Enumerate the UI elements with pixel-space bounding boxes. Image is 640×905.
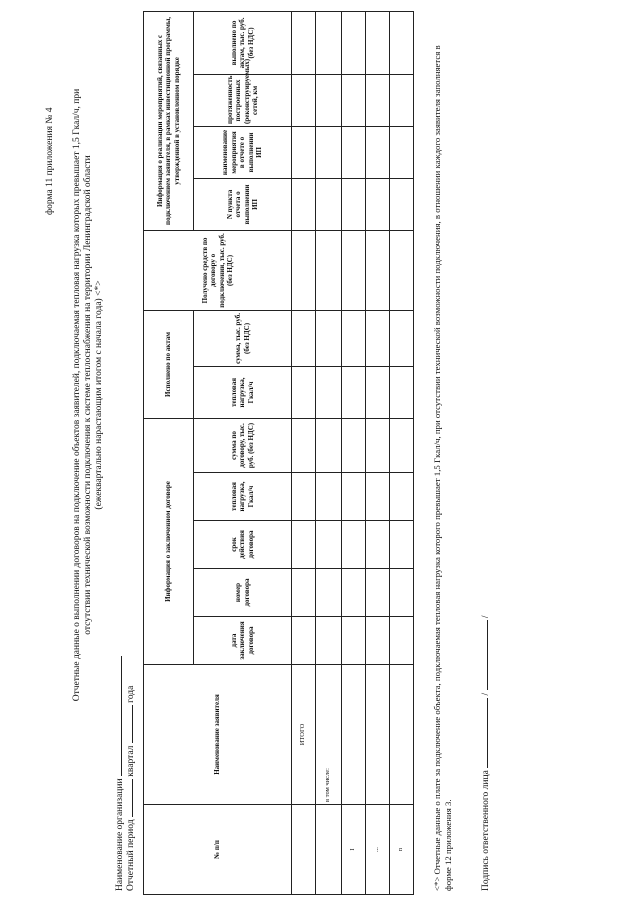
row-num: ... (366, 805, 390, 895)
name-blank (478, 620, 488, 690)
row-num: I (342, 805, 366, 895)
signature-label: Подпись ответственного лица (481, 770, 491, 891)
header-contract-date: дата заключения договора (194, 617, 292, 665)
header-ip-item: N пункта отчета о выполнении ИП (194, 178, 292, 230)
year-label: года (126, 685, 136, 703)
header-num: № п/п (144, 805, 292, 895)
quarter-label: квартал (126, 745, 136, 777)
row-num: n (390, 805, 414, 895)
period-line (123, 686, 136, 891)
row-num (316, 805, 342, 895)
row-name-total: ИТОГО (292, 665, 316, 805)
signature-separator: / (481, 692, 491, 696)
signature-line (478, 615, 491, 891)
table-row (390, 11, 414, 894)
header-contract-sum: сумма по договору, тыс. руб. (без НДС) (194, 418, 292, 472)
footnote: <*> Отчетные данные о плате за подключение объекта, подключаемая тепловая нагрузка которого превышает 1,5 Гкал/ч, при отсутствии технической возможности подключения, в отношении каждого заявителя заполняется в форме 12 приложения 3. (432, 45, 453, 891)
table-row (366, 11, 390, 894)
header-contract-number: номер договора (194, 569, 292, 617)
header-contract-term: срок действия договора (194, 521, 292, 569)
table-row (292, 11, 316, 894)
header-contract-group: Информация о заключенном договоре (144, 418, 194, 664)
header-measures-group: Информация о реализации мероприятий, связанных с подключением заявителя, в рамках инвестиционной программы, утвержденной в установленном порядке (144, 11, 194, 230)
title-line-1: Отчетные данные о выполнении договоров на подключение объектов заявителей, подключаемая тепловая нагрузка которых превышает 1,5 Гкал/ч, при (72, 88, 82, 702)
form-number: форма 11 приложения № 4 (45, 107, 55, 215)
report-table (143, 11, 414, 895)
table-row (342, 11, 366, 894)
header-acts-group: Исполнено по актам (144, 310, 194, 418)
row-name (366, 665, 390, 805)
row-name (390, 665, 414, 805)
header-contract-load: тепловая нагрузка, Гкал/ч (194, 473, 292, 521)
header-network-length: протяженность построенных (реконструируемых) сетей, км (194, 74, 292, 126)
period-label: Отчетный период (126, 819, 136, 891)
signature-blank (478, 698, 488, 768)
header-applicant: Наименование заявителя (144, 665, 292, 805)
header-ip-done: выполнено по актам, тыс. руб. (без НДС) (194, 11, 292, 74)
row-num (292, 805, 316, 895)
row-name (342, 665, 366, 805)
quarter-blank (123, 779, 133, 817)
title-line-3: (ежеквартально нарастающим итогом с начала года) <*> (94, 280, 104, 510)
table-row (316, 11, 342, 894)
header-received: Получено средств по договору о подключении, тыс. руб. (без НДС) (144, 230, 292, 310)
header-ip-measure: наименование мероприятия в отчете о выполнении ИП (194, 126, 292, 178)
row-name-including: в том числе: (316, 665, 342, 805)
organization-label: Наименование организации (115, 778, 125, 891)
title-line-2: отсутствии технической возможности подключения к системе теплоснабжения на территории Ленинградской области (83, 155, 93, 635)
header-acts-sum: сумма, тыс. руб. (без НДС) (194, 310, 292, 366)
header-acts-load: тепловая нагрузка, Гкал/ч (194, 366, 292, 418)
year-blank (123, 705, 133, 743)
organization-blank (112, 656, 122, 776)
signature-separator-2: / (481, 615, 491, 619)
